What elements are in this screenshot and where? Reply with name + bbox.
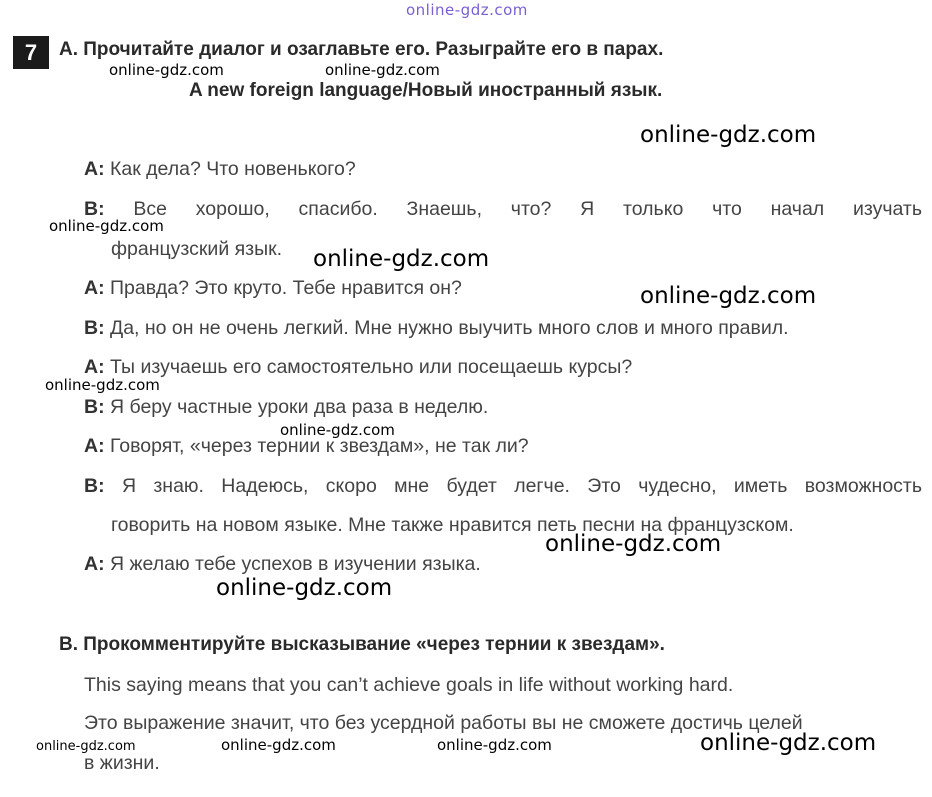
watermark: online-gdz.com <box>109 61 224 79</box>
answer-russian-line-2: в жизни. <box>84 752 160 774</box>
dialogue-text: Как дела? Что новенького? <box>110 158 356 180</box>
speaker-label: B: <box>84 317 105 339</box>
dialogue-text: Ты изучаешь его самостоятельно или посещаешь курсы? <box>110 356 633 378</box>
dialogue-text: Да, но он не очень легкий. Мне нужно выучить много слов и много правил. <box>110 317 789 339</box>
answer-english: This saying means that you can’t achieve goals in life without working hard. <box>84 674 734 696</box>
dialogue-line <box>84 356 632 379</box>
dialogue-line <box>84 198 922 221</box>
dialogue-line <box>84 317 789 340</box>
dialogue-line <box>84 158 356 181</box>
site-watermark-top: online-gdz.com <box>406 1 528 19</box>
watermark: online-gdz.com <box>640 122 817 148</box>
watermark: online-gdz.com <box>640 283 817 309</box>
watermark: online-gdz.com <box>700 730 877 756</box>
watermark: online-gdz.com <box>216 575 393 601</box>
watermark: online-gdz.com <box>221 736 336 754</box>
dialogue-text: Я желаю тебе успехов в изучении языка. <box>110 553 481 575</box>
dialogue-line <box>84 475 922 498</box>
speaker-label: B: <box>84 396 105 418</box>
watermark: online-gdz.com <box>49 217 164 235</box>
answer-russian-line-1: Это выражение значит, что без усердной работы вы не сможете достичь целей <box>84 712 803 734</box>
dialogue-text: Я знаю. Надеюсь, скоро мне будет легче. Это чудесно, иметь возможность <box>121 475 922 497</box>
watermark: online-gdz.com <box>325 61 440 79</box>
part-b-heading: B. Прокомментируйте высказывание «через тернии к звездам». <box>59 634 665 655</box>
dialogue-title: A new foreign language/Новый иностранный язык. <box>189 80 663 101</box>
watermark: online-gdz.com <box>280 421 395 439</box>
exercise-number-badge: 7 <box>13 36 49 69</box>
speaker-label: B: <box>84 475 105 497</box>
dialogue-line <box>84 396 488 419</box>
watermark: online-gdz.com <box>437 736 552 754</box>
dialogue-line <box>84 277 462 300</box>
dialogue-text: Все хорошо, спасибо. Знаешь, что? Я только что начал изучать <box>133 198 922 220</box>
dialogue-text: Говорят, «через тернии к звездам», не так ли? <box>110 435 529 457</box>
dialogue-text: Я беру частные уроки два раза в неделю. <box>110 396 489 418</box>
dialogue-line <box>84 553 481 576</box>
dialogue-line-continuation: говорить на новом языке. Мне также нравится петь песни на французском. <box>111 514 794 536</box>
speaker-label: A: <box>84 553 105 575</box>
speaker-label: B: <box>84 198 105 220</box>
watermark: online-gdz.com <box>545 531 722 557</box>
speaker-label: A: <box>84 356 105 378</box>
watermark: online-gdz.com <box>36 739 136 754</box>
watermark: online-gdz.com <box>313 246 490 272</box>
speaker-label: A: <box>84 277 105 299</box>
part-a-heading: A. Прочитайте диалог и озаглавьте его. Разыграйте его в парах. <box>59 39 664 60</box>
dialogue-line-continuation: французский язык. <box>111 238 283 260</box>
speaker-label: A: <box>84 435 105 457</box>
watermark: online-gdz.com <box>45 376 160 394</box>
dialogue-text: Правда? Это круто. Тебе нравится он? <box>110 277 462 299</box>
speaker-label: A: <box>84 158 105 180</box>
